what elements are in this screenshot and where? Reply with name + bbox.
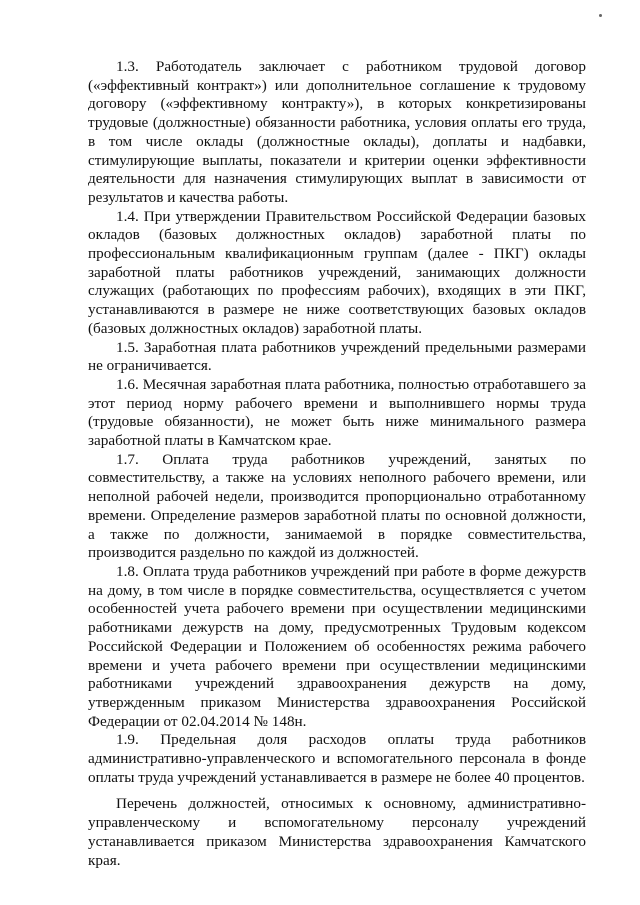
document-page bbox=[88, 58, 586, 870]
paragraph-1-3: 1.3. Работодатель заключает с работником трудовой договор («эффективный контракт») или дополнительное соглашение к трудовому договору («эффективному контракту»), в которых конкретизированы трудовые (должностные) обязанности работника, условия оплаты его труда, в том числе оклады (должностные оклады), доплаты и надбавки, стимулирующие выплаты, показатели и критерии оценки эффективности деятельности для назначения стимулирующих выплат в зависимости от результатов и качества работы. bbox=[88, 58, 586, 206]
paragraph-1-7: 1.7. Оплата труда работников учреждений, занятых по совместительству, а также на условиях неполного рабочего времени, или неполной рабочей недели, производится пропорционально отработанному времени. Определение размеров заработной платы по основной должности, а также по должности, занимаемой в порядке совместительства, производится раздельно по каждой из должностей. bbox=[88, 450, 586, 562]
scan-speck bbox=[599, 14, 602, 17]
paragraph-1-8: 1.8. Оплата труда работников учреждений при работе в форме дежурств на дому, в том числе в порядке совместительства, осуществляется с учетом особенностей учета рабочего времени при осуществлении медицинскими работниками дежурств на дому, предусмотренных Трудовым кодексом Российской Федерации и Положением об особенностях режима рабочего времени и учета рабочего времени при осуществлении медицинскими работниками учреждений здравоохранения дежурств на дому, утвержденным приказом Министерства здравоохранения Российской Федерации от 02.04.2014 № 148н. bbox=[88, 562, 586, 730]
paragraph-1-4: 1.4. При утверждении Правительством Российской Федерации базовых окладов (базовых должностных окладов) заработной платы по профессиональным квалификационным группам (далее - ПКГ) оклады заработной платы работников учреждений, занимающих должности служащих (работающих по профессиям рабочих), входящих в эти ПКГ, устанавливаются в размере не ниже соответствующих базовых окладов (базовых должностных окладов) заработной платы. bbox=[88, 207, 586, 337]
paragraph-1-5: 1.5. Заработная плата работников учреждений предельными размерами не ограничивается. bbox=[88, 338, 586, 375]
paragraph-staff-list: Перечень должностей, относимых к основному, административно-управленческому и вспомогательному персоналу учреждений устанавливается приказом Министерства здравоохранения Камчатского края. bbox=[88, 795, 586, 869]
paragraph-1-6: 1.6. Месячная заработная плата работника, полностью отработавшего за этот период норму рабочего времени и выполнившего нормы труда (трудовые обязанности), не может быть ниже минимального размера заработной платы в Камчатском крае. bbox=[88, 375, 586, 450]
paragraph-1-9: 1.9. Предельная доля расходов оплаты труда работников административно-управленческого и вспомогательного персонала в фонде оплаты труда учреждений устанавливается в размере не более 40 процентов. bbox=[88, 731, 586, 786]
